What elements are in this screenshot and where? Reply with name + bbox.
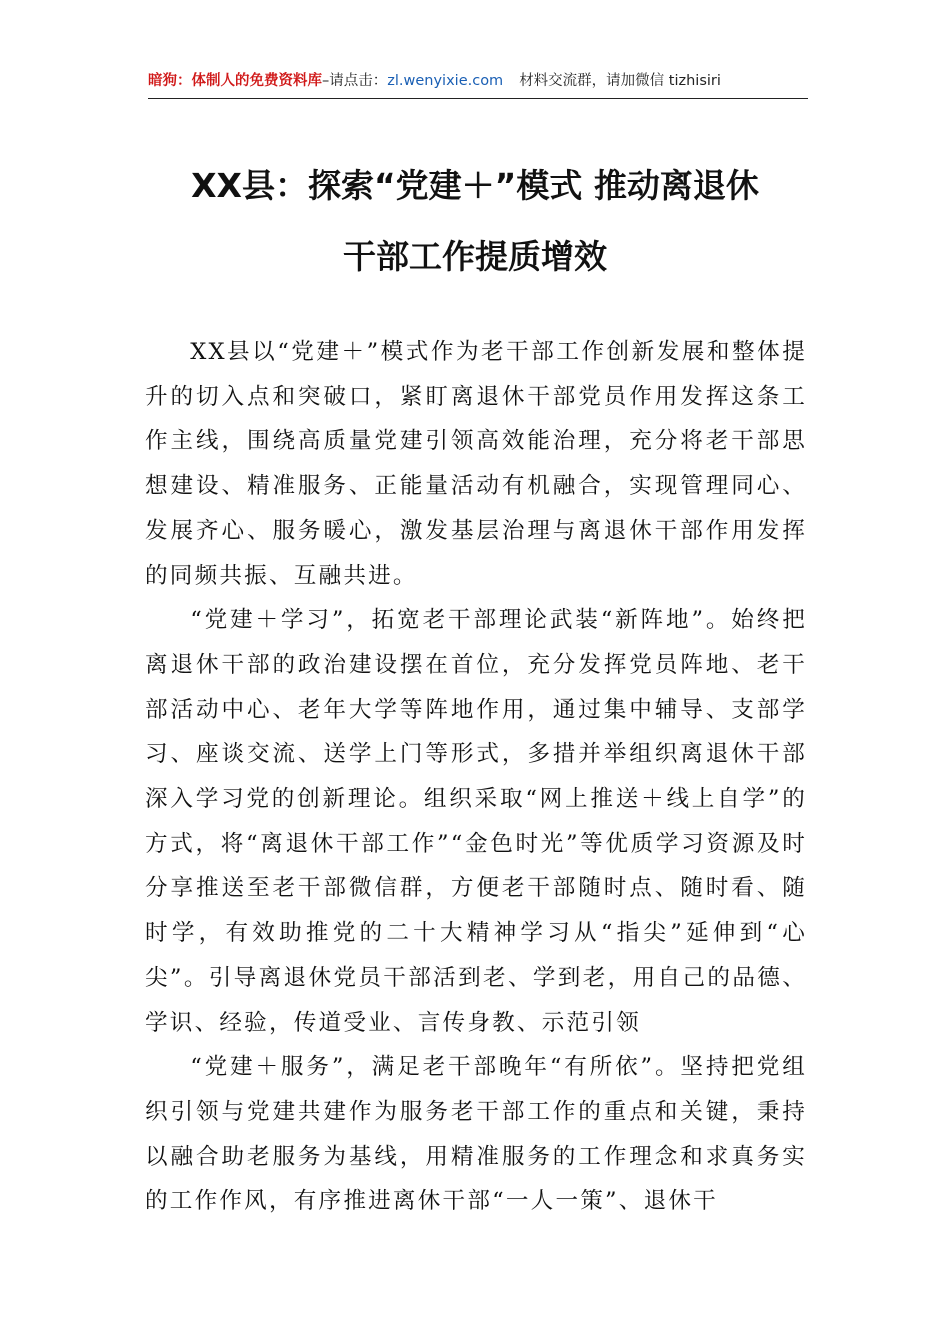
document-title-line-1: XX县：探索“党建＋”模式 推动离退休 [191, 166, 759, 205]
page-header [148, 64, 808, 99]
header-click-prefix: –请点击： [322, 73, 388, 89]
document-title-line-2: 干部工作提质增效 [343, 237, 607, 276]
body-paragraph-intro: XX县以“党建＋”模式作为老干部工作创新发展和整体提升的切入点和突破口，紧盯离退休干部党员作用发挥这条工作主线，围绕高质量党建引领高效能治理，充分将老干部思想建设、精准服务、正能量活动有机融合，实现管理同心、发展齐心、服务暖心，激发基层治理与离退休干部作用发挥的同频共振、互融共进。 [145, 339, 807, 589]
document-body [145, 330, 807, 1224]
header-brand: 暗狗：体制人的免费资料库 [148, 73, 322, 89]
body-paragraph-study: “党建＋学习”，拓宽老干部理论武装“新阵地”。始终把离退休干部的政治建设摆在首位，充分发挥党员阵地、老干部活动中心、老年大学等阵地作用，通过集中辅导、支部学习、座谈交流、送学上门等形式，多措并举组织离退休干部深入学习党的创新理论。组织采取“网上推送＋线上自学”的方式，将“离退休干部工作”“金色时光”等优质学习资源及时分享推送至老干部微信群，方便老干部随时点、随时看、随时学，有效助推党的二十大精神学习从“指尖”延伸到“心尖”。引导离退休党员干部活到老、学到老，用自己的品德、学识、经验，传道受业、言传身教、示范引领 [145, 607, 807, 1036]
header-url-link[interactable]: zl.wenyixie.com [387, 73, 504, 89]
body-paragraph-service: “党建＋服务”，满足老干部晚年“有所依”。坚持把党组织引领与党建共建作为服务老干部工作的重点和关键，秉持以融合助老服务为基线，用精准服务的工作理念和求真务实的工作作风，有序推进离休干部“一人一策”、退休干 [145, 1054, 807, 1215]
header-contact: 材料交流群，请加微信 tizhisiri [519, 73, 721, 89]
